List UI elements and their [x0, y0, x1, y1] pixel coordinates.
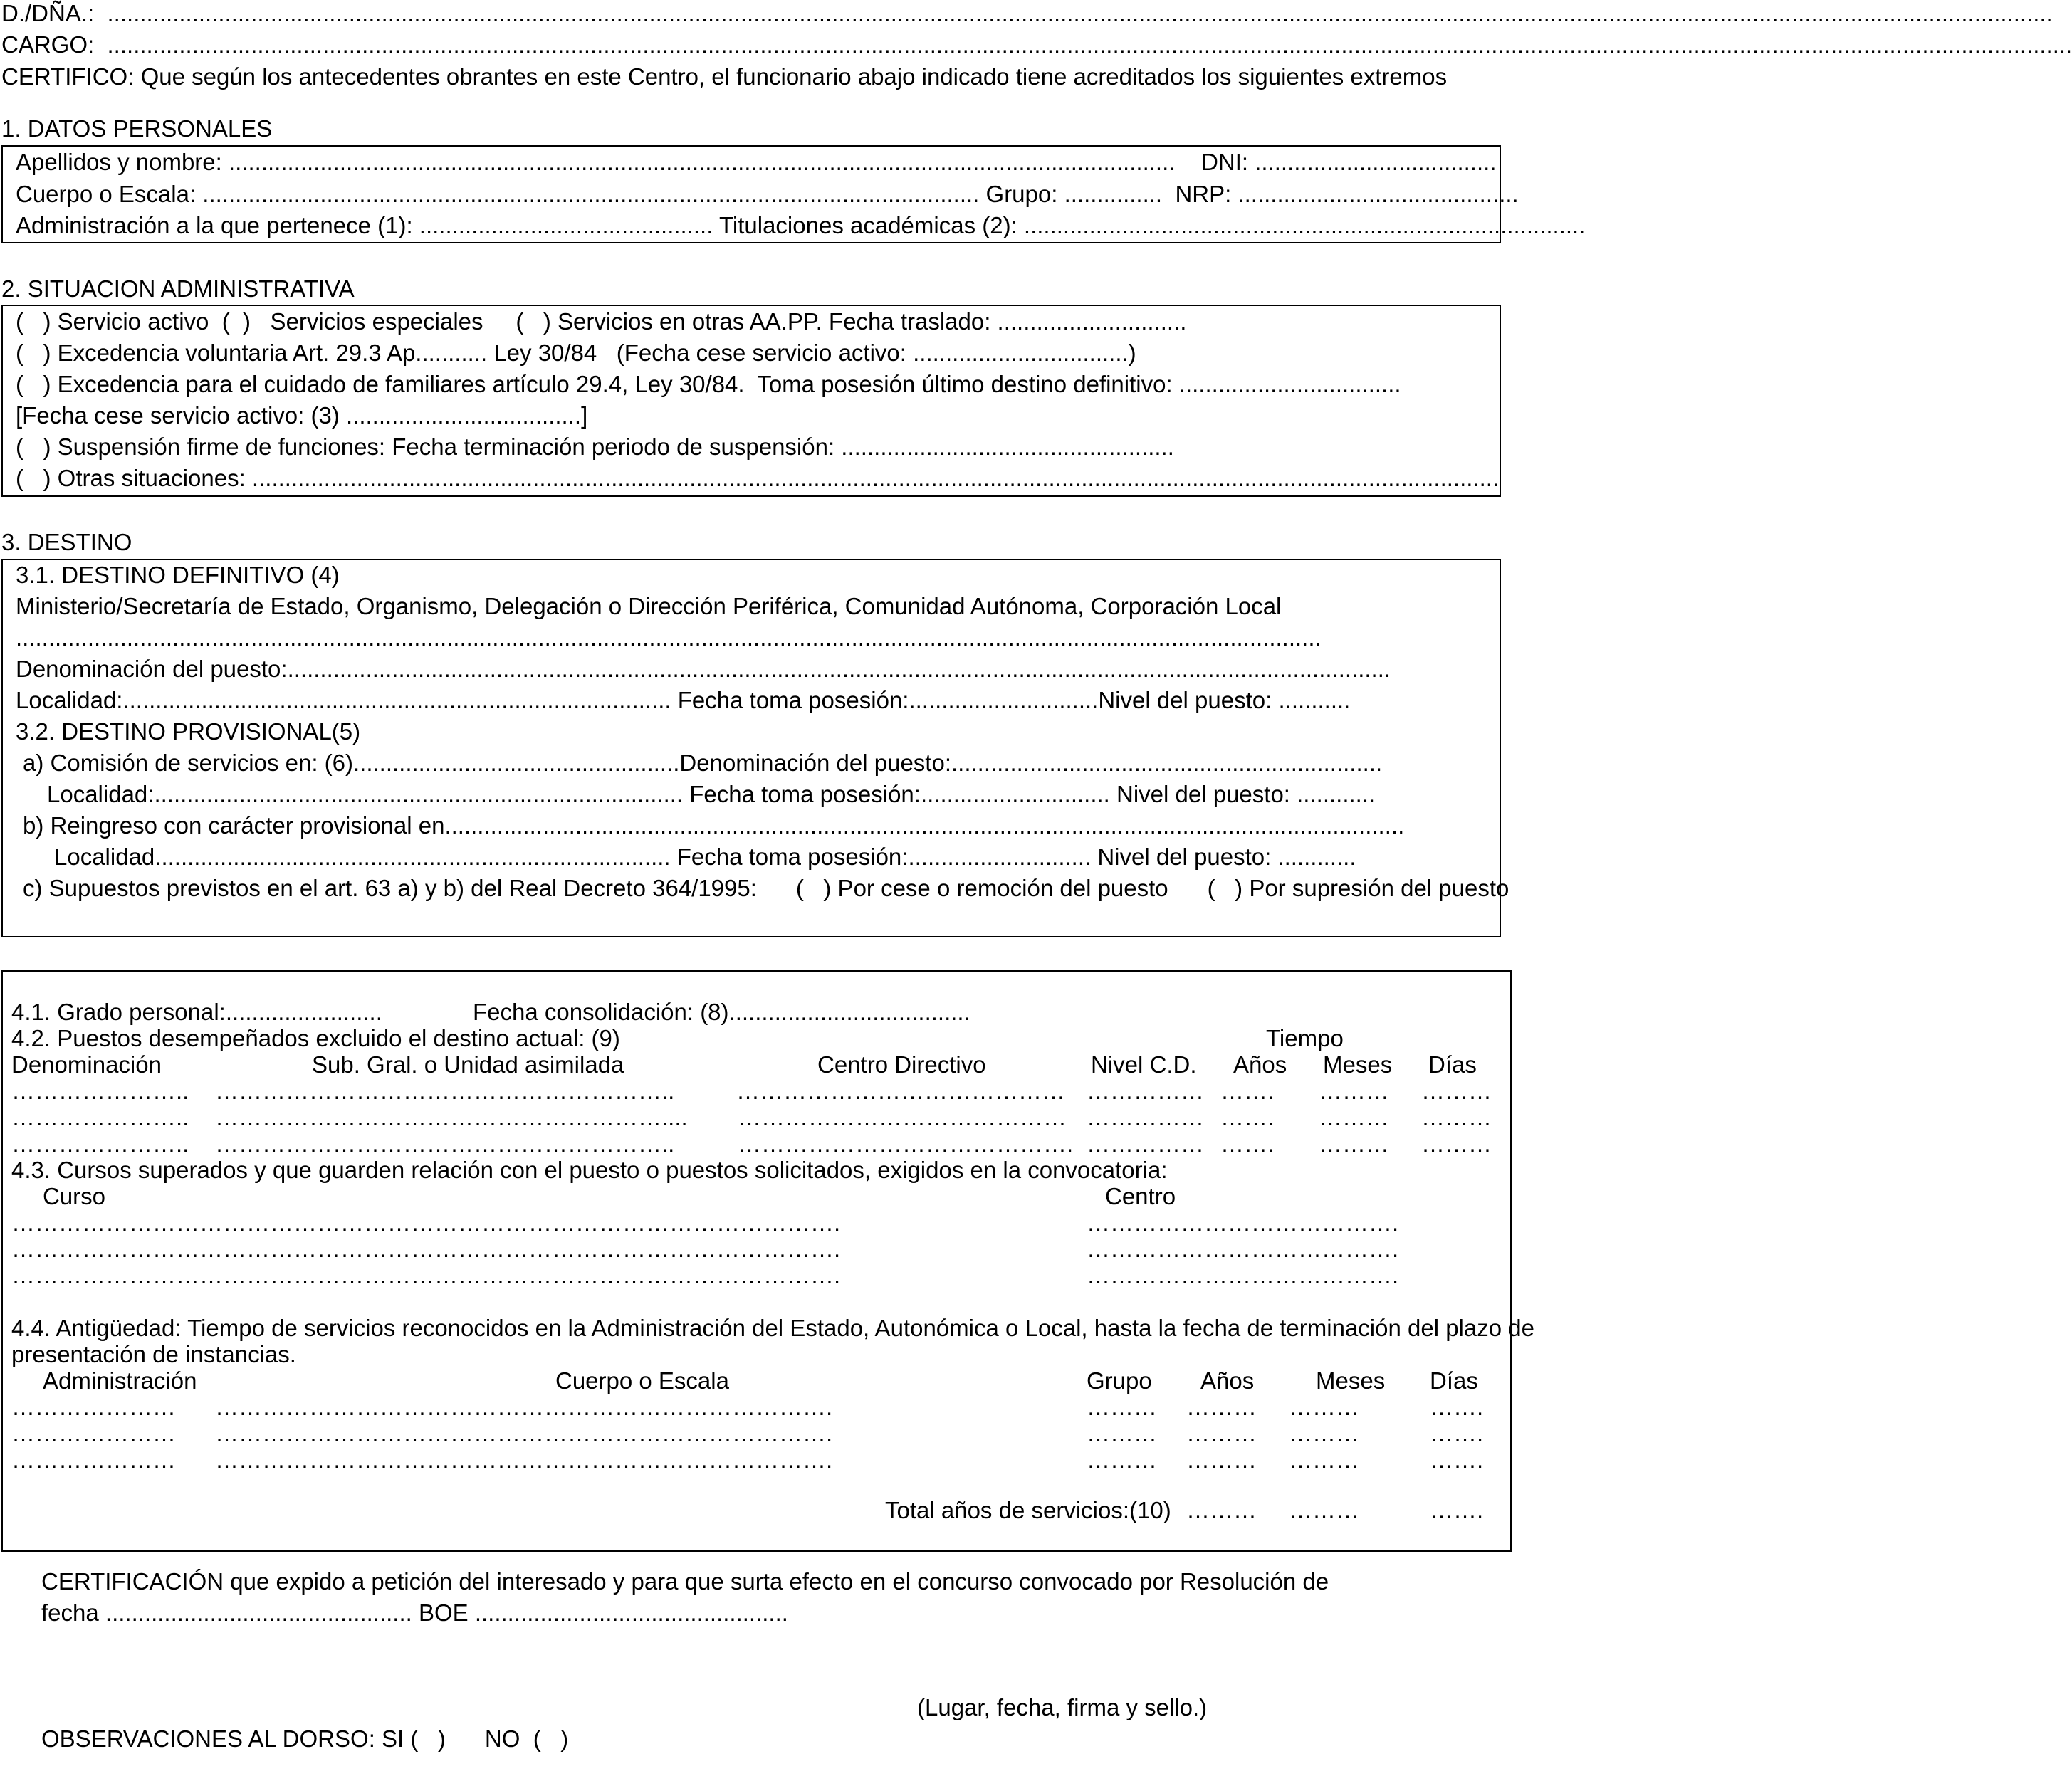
situacion-suspension[interactable]: ( ) Suspensión firme de funciones: Fecha terminación periodo de suspensión: ................................................... — [16, 434, 1174, 460]
antiguedad-cell[interactable]: ……. — [1430, 1446, 1484, 1473]
antiguedad-cell[interactable]: ……… — [1087, 1420, 1157, 1446]
puesto-cell[interactable]: ………………….. — [11, 1104, 189, 1130]
antiguedad-cell[interactable]: ……… — [1289, 1420, 1359, 1446]
antiguedad-cell[interactable]: ……………………………………………………………………. — [215, 1394, 833, 1420]
puesto-cell[interactable]: …………………………………… — [738, 1104, 1067, 1130]
header-administracion: Administración — [43, 1367, 197, 1394]
header-cuerpo-escala: Cuerpo o Escala — [555, 1367, 729, 1394]
header-curso: Curso — [43, 1183, 106, 1209]
puesto-cell[interactable]: …………… — [1087, 1078, 1204, 1104]
situacion-otras[interactable]: ( ) Otras situaciones: ............................................................................................................................................................................................... — [16, 465, 1500, 491]
antiguedad-cell[interactable]: ……… — [1186, 1394, 1257, 1420]
antiguedad-cell[interactable]: ……… — [1289, 1394, 1359, 1420]
header-sub-gral: Sub. Gral. o Unidad asimilada — [312, 1051, 624, 1078]
reingreso-field[interactable]: b) Reingreso con carácter provisional en................................................................................................................................................... — [23, 812, 1405, 839]
ministerio-label: Ministerio/Secretaría de Estado, Organismo, Delegación o Dirección Periférica, Comunidad Autónoma, Corporación Local — [16, 593, 1282, 619]
localidad-definitivo-field[interactable]: Localidad:.................................................................................... Fecha toma posesión:.............................Nivel del puesto: ........... — [16, 687, 1351, 713]
header-dias: Días — [1428, 1051, 1477, 1078]
header-meses-2: Meses — [1316, 1367, 1386, 1394]
ministerio-field[interactable]: ........................................................................................................................................................................................................ — [16, 624, 1322, 651]
situacion-servicio-activo[interactable]: ( ) Servicio activo ( ) Servicios especiales ( ) Servicios en otras AA.PP. Fecha traslado: ............................. — [16, 308, 1187, 335]
antiguedad-label: 4.4. Antigüedad: Tiempo de servicios reconocidos en la Administración del Estado, Autonómica o Local, hasta la fecha de terminación del plazo de — [11, 1315, 1534, 1341]
curso-cell[interactable]: …………………………………. — [1087, 1236, 1399, 1262]
destino-definitivo-title: 3.1. DESTINO DEFINITIVO (4) — [16, 562, 340, 588]
antiguedad-label-cont: presentación de instancias. — [11, 1341, 296, 1367]
puesto-cell[interactable]: ………………….. — [11, 1130, 189, 1157]
total-anos-field[interactable]: ……… — [1186, 1497, 1257, 1523]
antiguedad-cell[interactable]: ……… — [1186, 1446, 1257, 1473]
certificacion-text: CERTIFICACIÓN que expido a petición del interesado y para que surta efecto en el concurso convocado por Resolución de — [41, 1568, 1329, 1595]
puesto-cell[interactable]: ……………………………………. — [738, 1130, 1074, 1157]
fecha-cese-field[interactable]: [Fecha cese servicio activo: (3) ....................................] — [16, 402, 588, 429]
puesto-cell[interactable]: ………………………………………………….... — [215, 1104, 688, 1130]
header-grupo: Grupo — [1087, 1367, 1152, 1394]
puesto-cell[interactable]: ………………………………………………….. — [215, 1078, 675, 1104]
section-1-title: 1. DATOS PERSONALES — [1, 115, 273, 142]
dna-field[interactable]: D./DÑA.: .......................................................................................................................................................................................................................................................................................................... — [1, 0, 2053, 26]
puesto-cell[interactable]: ……… — [1319, 1104, 1389, 1130]
puesto-cell[interactable]: ………………………………………………….. — [215, 1130, 675, 1157]
antiguedad-cell[interactable]: ……………………………………………………………………. — [215, 1420, 833, 1446]
antiguedad-cell[interactable]: ………………… — [11, 1446, 176, 1473]
administracion-titulaciones-field[interactable]: Administración a la que pertenece (1): ............................................. Titulaciones académicas (2): ...................................................................................... — [16, 212, 1586, 238]
situacion-excedencia-familiares[interactable]: ( ) Excedencia para el cuidado de familiares artículo 29.4, Ley 30/84. Toma posesión último destino definitivo: .................................. — [16, 371, 1401, 397]
header-anos: Años — [1233, 1051, 1287, 1078]
total-anos-label: Total años de servicios:(10) — [885, 1497, 1171, 1523]
fecha-consolidacion-field[interactable]: Fecha consolidación: (8)..................................... — [473, 999, 970, 1025]
puesto-cell[interactable]: ……… — [1421, 1104, 1492, 1130]
puesto-cell[interactable]: …………… — [1087, 1104, 1204, 1130]
supuestos-checkboxes[interactable]: c) Supuestos previstos en el art. 63 a) y b) del Real Decreto 364/1995: ( ) Por cese o remoción del puesto ( ) Por supresión del puesto — [23, 875, 1509, 901]
header-centro-directivo: Centro Directivo — [817, 1051, 986, 1078]
puesto-cell[interactable]: ……… — [1319, 1130, 1389, 1157]
comision-servicios-field[interactable]: a) Comisión de servicios en: (6)..................................................Denominación del puesto:.................................................................. — [23, 750, 1383, 776]
denominacion-puesto-field[interactable]: Denominación del puesto:......................................................................................................................................................................... — [16, 656, 1391, 682]
tiempo-header: Tiempo — [1266, 1025, 1344, 1051]
curso-cell[interactable]: ……………………………………………………………………………………………. — [11, 1236, 841, 1262]
antiguedad-cell[interactable]: ……………………………………………………………………. — [215, 1446, 833, 1473]
antiguedad-cell[interactable]: ……… — [1186, 1420, 1257, 1446]
apellidos-dni-field[interactable]: Apellidos y nombre: ................................................................................................................................................. DNI: ..................................... — [16, 149, 1497, 175]
puesto-cell[interactable]: ……… — [1319, 1078, 1389, 1104]
certifico-text: CERTIFICO: Que según los antecedentes obrantes en este Centro, el funcionario abajo indicado tiene acreditados los siguientes extremos — [1, 63, 1448, 90]
antiguedad-cell[interactable]: ………………… — [11, 1420, 176, 1446]
curso-cell[interactable]: ……………………………………………………………………………………………. — [11, 1209, 841, 1236]
situacion-excedencia-voluntaria[interactable]: ( ) Excedencia voluntaria Art. 29.3 Ap........... Ley 30/84 (Fecha cese servicio activo: .................................) — [16, 340, 1136, 366]
fecha-boe-field[interactable]: fecha ............................................... BOE ................................................ — [41, 1599, 788, 1626]
header-anos-2: Años — [1200, 1367, 1255, 1394]
cuerpo-grupo-nrp-field[interactable]: Cuerpo o Escala: ....................................................................................................................... Grupo: ............... NRP: ........................................... — [16, 181, 1519, 207]
antiguedad-cell[interactable]: ……. — [1430, 1394, 1484, 1420]
antiguedad-cell[interactable]: ……… — [1087, 1446, 1157, 1473]
antiguedad-cell[interactable]: ……. — [1430, 1420, 1484, 1446]
total-meses-field[interactable]: ……… — [1289, 1497, 1359, 1523]
section-2-title: 2. SITUACION ADMINISTRATIVA — [1, 275, 355, 302]
puesto-cell[interactable]: ……… — [1421, 1078, 1492, 1104]
header-denominacion: Denominación — [11, 1051, 162, 1078]
antiguedad-cell[interactable]: ……… — [1087, 1394, 1157, 1420]
curso-cell[interactable]: …………………………………. — [1087, 1209, 1399, 1236]
header-centro: Centro — [1105, 1183, 1176, 1209]
puesto-cell[interactable]: …………… — [1087, 1130, 1204, 1157]
puesto-cell[interactable]: …………………………………… — [736, 1078, 1065, 1104]
localidad-comision-field[interactable]: Localidad:................................................................................. Fecha toma posesión:............................. Nivel del puesto: ............ — [47, 781, 1376, 807]
observaciones-checkboxes[interactable]: OBSERVACIONES AL DORSO: SI ( ) NO ( ) — [41, 1725, 569, 1752]
header-nivel-cd: Nivel C.D. — [1091, 1051, 1197, 1078]
lugar-fecha-firma-label: (Lugar, fecha, firma y sello.) — [917, 1694, 1208, 1720]
curso-cell[interactable]: …………………………………. — [1087, 1262, 1399, 1288]
localidad-reingreso-field[interactable]: Localidad............................................................................... Fecha toma posesión:............................ Nivel del puesto: ............ — [54, 844, 1356, 870]
cursos-label: 4.3. Cursos superados y que guarden relación con el puesto o puestos solicitados, exigidos en la convocatoria: — [11, 1157, 1168, 1183]
puesto-cell[interactable]: ……… — [1421, 1130, 1492, 1157]
antiguedad-cell[interactable]: ………………… — [11, 1394, 176, 1420]
curso-cell[interactable]: ……………………………………………………………………………………………. — [11, 1262, 841, 1288]
grado-personal-field[interactable]: 4.1. Grado personal:........................ — [11, 999, 382, 1025]
section-3-title: 3. DESTINO — [1, 529, 132, 555]
antiguedad-cell[interactable]: ……… — [1289, 1446, 1359, 1473]
header-dias-2: Días — [1430, 1367, 1478, 1394]
puesto-cell[interactable]: ………………….. — [11, 1078, 189, 1104]
cargo-field[interactable]: CARGO: ............................................................................................................................................................................................................................................................................................................. — [1, 31, 2072, 58]
puestos-desempenados-label: 4.2. Puestos desempeñados excluido el destino actual: (9) — [11, 1025, 620, 1051]
header-meses: Meses — [1323, 1051, 1393, 1078]
puesto-cell[interactable]: ……. — [1220, 1130, 1275, 1157]
puesto-cell[interactable]: ……. — [1220, 1104, 1275, 1130]
destino-provisional-title: 3.2. DESTINO PROVISIONAL(5) — [16, 718, 361, 745]
puesto-cell[interactable]: ……. — [1220, 1078, 1275, 1104]
total-dias-field[interactable]: ……. — [1430, 1497, 1484, 1523]
